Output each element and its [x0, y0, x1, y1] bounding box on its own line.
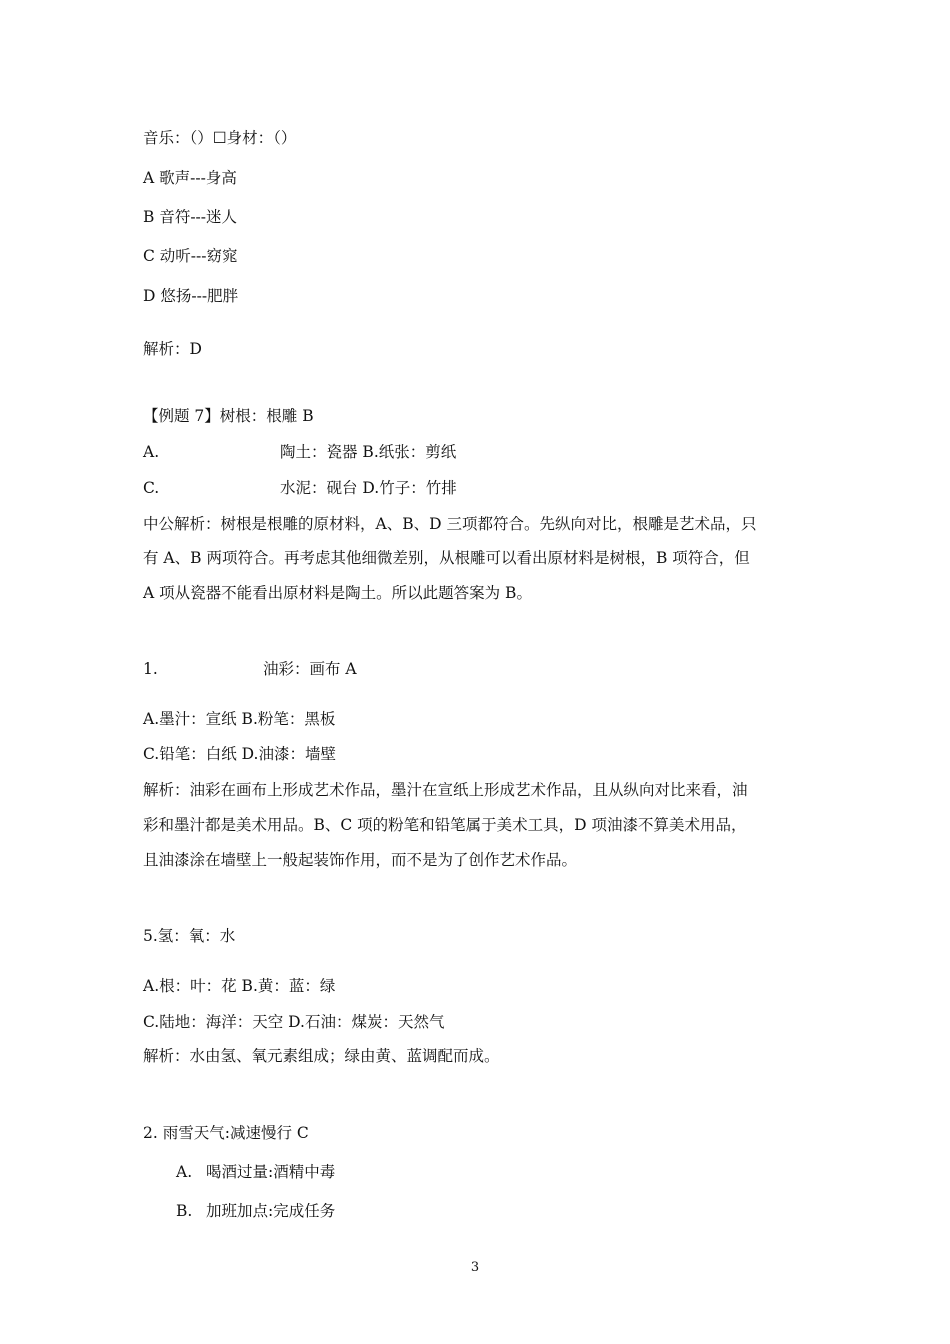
analysis-line: 彩和墨汁都是美术用品。B、C 项的粉笔和铅笔属于美术工具，D 项油漆不算美术用品，: [143, 816, 747, 834]
question-stem: [143, 659, 357, 679]
option-text: 陶土：瓷器 B.纸张：剪纸: [280, 443, 457, 461]
option-b: B 音符---迷人: [143, 208, 238, 226]
option-text: 喝酒过量:酒精中毒: [206, 1163, 336, 1181]
option-row: C.铅笔：白纸 D.油漆：墙壁: [143, 745, 336, 763]
option-a: A 歌声---身高: [143, 169, 237, 187]
analysis-line: 解析：油彩在画布上形成艺术作品，墨汁在宣纸上形成艺术作品，且从纵向对比来看，油: [143, 781, 748, 799]
option-row: A.根：叶：花 B.黄：蓝：绿: [143, 977, 336, 995]
option-row: [176, 1162, 335, 1182]
option-label: C.: [143, 479, 160, 497]
question-stem: 2. 雨雪天气:减速慢行 C: [143, 1124, 309, 1142]
option-label: A.: [176, 1163, 193, 1181]
option-row: [143, 478, 457, 498]
analysis-line: A 项从瓷器不能看出原材料是陶土。所以此题答案为 B。: [143, 584, 532, 602]
page-number: 3: [470, 1260, 480, 1275]
analysis-line: 有 A、B 两项符合。再考虑其他细微差别，从根雕可以看出原材料是树根，B 项符合，但: [143, 549, 750, 567]
option-d: D 悠扬---肥胖: [143, 287, 239, 305]
analysis-line: 且油漆涂在墙壁上一般起装饰作用，而不是为了创作艺术作品。: [143, 851, 578, 869]
question-stem: 音乐：（）☐身材：（）: [143, 129, 297, 147]
option-row: A.墨汁：宣纸 B.粉笔：黑板: [143, 710, 336, 728]
question-text: 油彩：画布 A: [263, 660, 357, 678]
analysis-line: 中公解析：树根是根雕的原材料，A、B、D 三项都符合。先纵向对比，根雕是艺术品，只: [143, 515, 757, 533]
option-text: 加班加点:完成任务: [206, 1202, 336, 1220]
analysis: 解析：D: [143, 340, 202, 358]
option-label: A.: [143, 443, 160, 461]
example-title: 【例题 7】树根：根雕 B: [143, 407, 314, 425]
question-stem: 5.氢：氧：水: [143, 927, 236, 945]
option-row: [143, 442, 456, 462]
option-row: C.陆地：海洋：天空 D.石油：煤炭：天然气: [143, 1013, 445, 1031]
option-row: [176, 1201, 335, 1221]
option-label: B.: [176, 1202, 193, 1220]
option-c: C 动听---窈窕: [143, 247, 238, 265]
analysis: 解析：水由氢、氧元素组成；绿由黄、蓝调配而成。: [143, 1047, 500, 1065]
option-text: 水泥：砚台 D.竹子：竹排: [280, 479, 457, 497]
question-number: 1.: [143, 660, 158, 678]
